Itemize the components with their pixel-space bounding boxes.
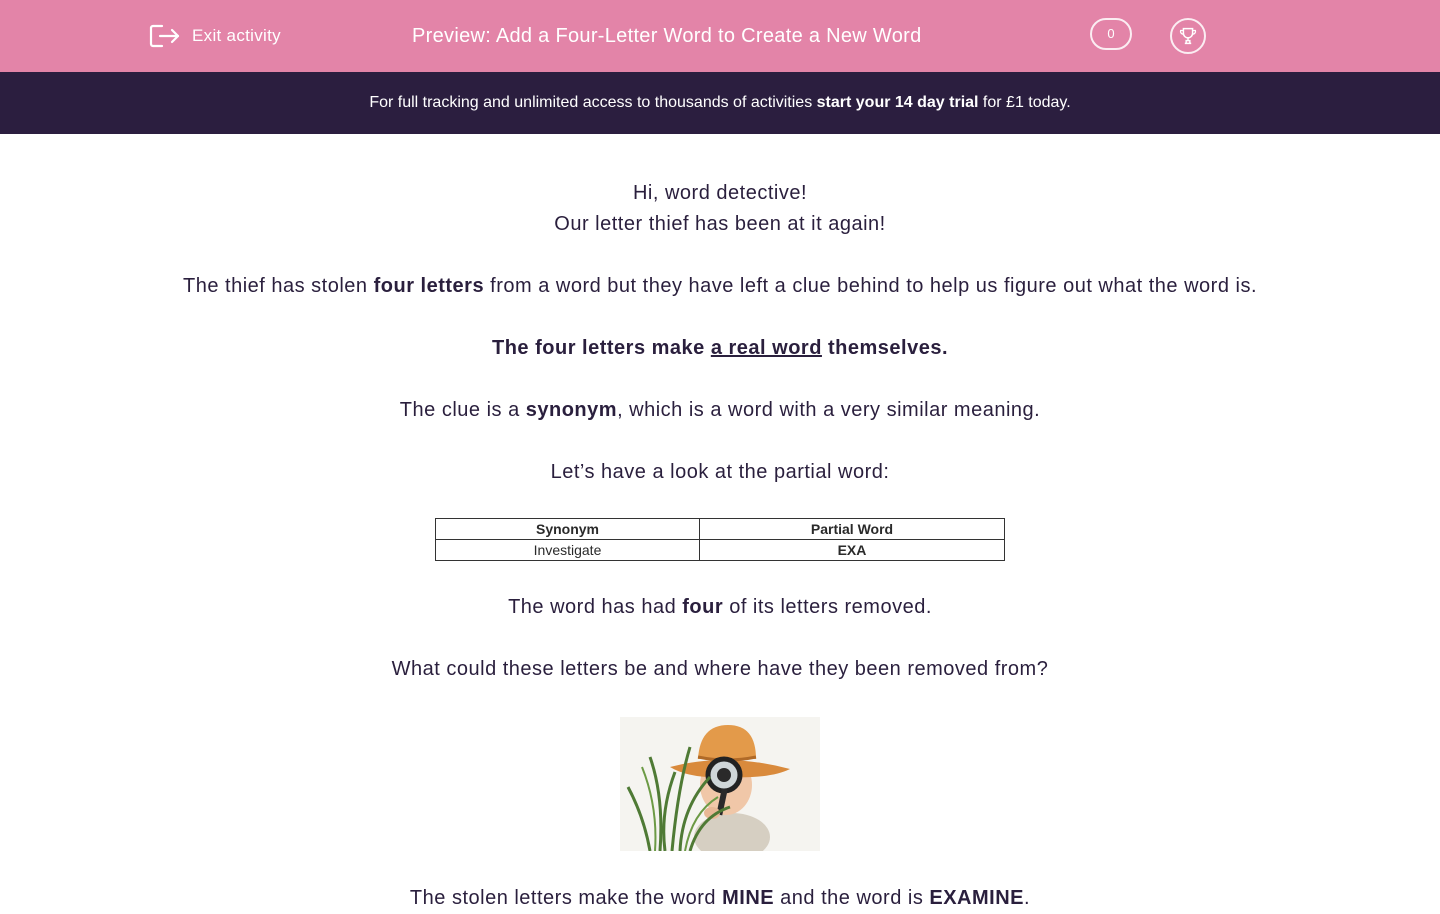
trophy-icon — [1177, 25, 1199, 47]
top-bar — [0, 0, 1440, 72]
answer-bold-word: MINE — [722, 887, 775, 909]
paragraph-thief-bold: four letters — [373, 275, 485, 297]
answer-text-mid: and the word is — [774, 887, 930, 909]
banner-text-before: For full tracking and unlimited access to thousands of activities — [369, 94, 817, 111]
exit-activity-label: Exit activity — [192, 26, 281, 45]
detective-image — [620, 717, 820, 851]
synonym-bold: synonym — [525, 399, 618, 421]
real-word-underline: a real word — [710, 337, 822, 359]
removed-text: The word has had — [508, 596, 683, 618]
page-title: Preview: Add a Four-Letter Word to Create a New Word — [412, 25, 922, 47]
exit-activity-button[interactable] — [148, 20, 281, 52]
question-content — [0, 178, 1440, 914]
intro-text: Our letter thief has been at it again! — [554, 213, 886, 235]
clue-table — [435, 518, 1005, 561]
greeting-text: Hi, word detective! — [632, 182, 807, 204]
trophy-button[interactable] — [1170, 18, 1206, 54]
removed-bold: four — [682, 596, 724, 618]
paragraph-question: What could these letters be and where have they been removed from? — [391, 658, 1049, 680]
trial-banner — [0, 72, 1440, 134]
table-cell-partial-word: EXA — [700, 540, 1005, 561]
paragraph-partial-word: Let’s have a look at the partial word: — [550, 461, 890, 483]
paragraph-thief-text-end: from a word but they have left a clue behind to help us figure out what the word is. — [484, 275, 1257, 297]
paragraph-removed — [0, 592, 1440, 623]
removed-text-end: of its letters removed. — [723, 596, 932, 618]
paragraph-answer — [0, 883, 1440, 914]
table-header-synonym: Synonym — [436, 519, 700, 540]
paragraph-real-word — [0, 333, 1440, 364]
exit-icon — [148, 21, 182, 51]
answer-text-end: . — [1024, 887, 1031, 909]
real-word-text-end: themselves. — [821, 337, 949, 359]
banner-text-after: for £1 today. — [978, 94, 1071, 111]
start-trial-link[interactable]: start your 14 day trial — [816, 94, 979, 111]
answer-text: The stolen letters make the word — [409, 887, 723, 909]
paragraph-synonym — [0, 395, 1440, 426]
table-row — [436, 540, 1005, 561]
synonym-text-end: , which is a word with a very similar meaning. — [617, 399, 1041, 421]
paragraph-thief-text: The thief has stolen — [183, 275, 374, 297]
table-cell-synonym: Investigate — [436, 540, 700, 561]
table-header-row — [436, 519, 1005, 540]
real-word-text: The four letters make — [491, 337, 711, 359]
table-header-partial-word: Partial Word — [700, 519, 1005, 540]
synonym-text: The clue is a — [399, 399, 526, 421]
paragraph-thief — [0, 271, 1440, 302]
score-badge: 0 — [1090, 18, 1132, 50]
answer-bold-result: EXAMINE — [929, 887, 1024, 909]
